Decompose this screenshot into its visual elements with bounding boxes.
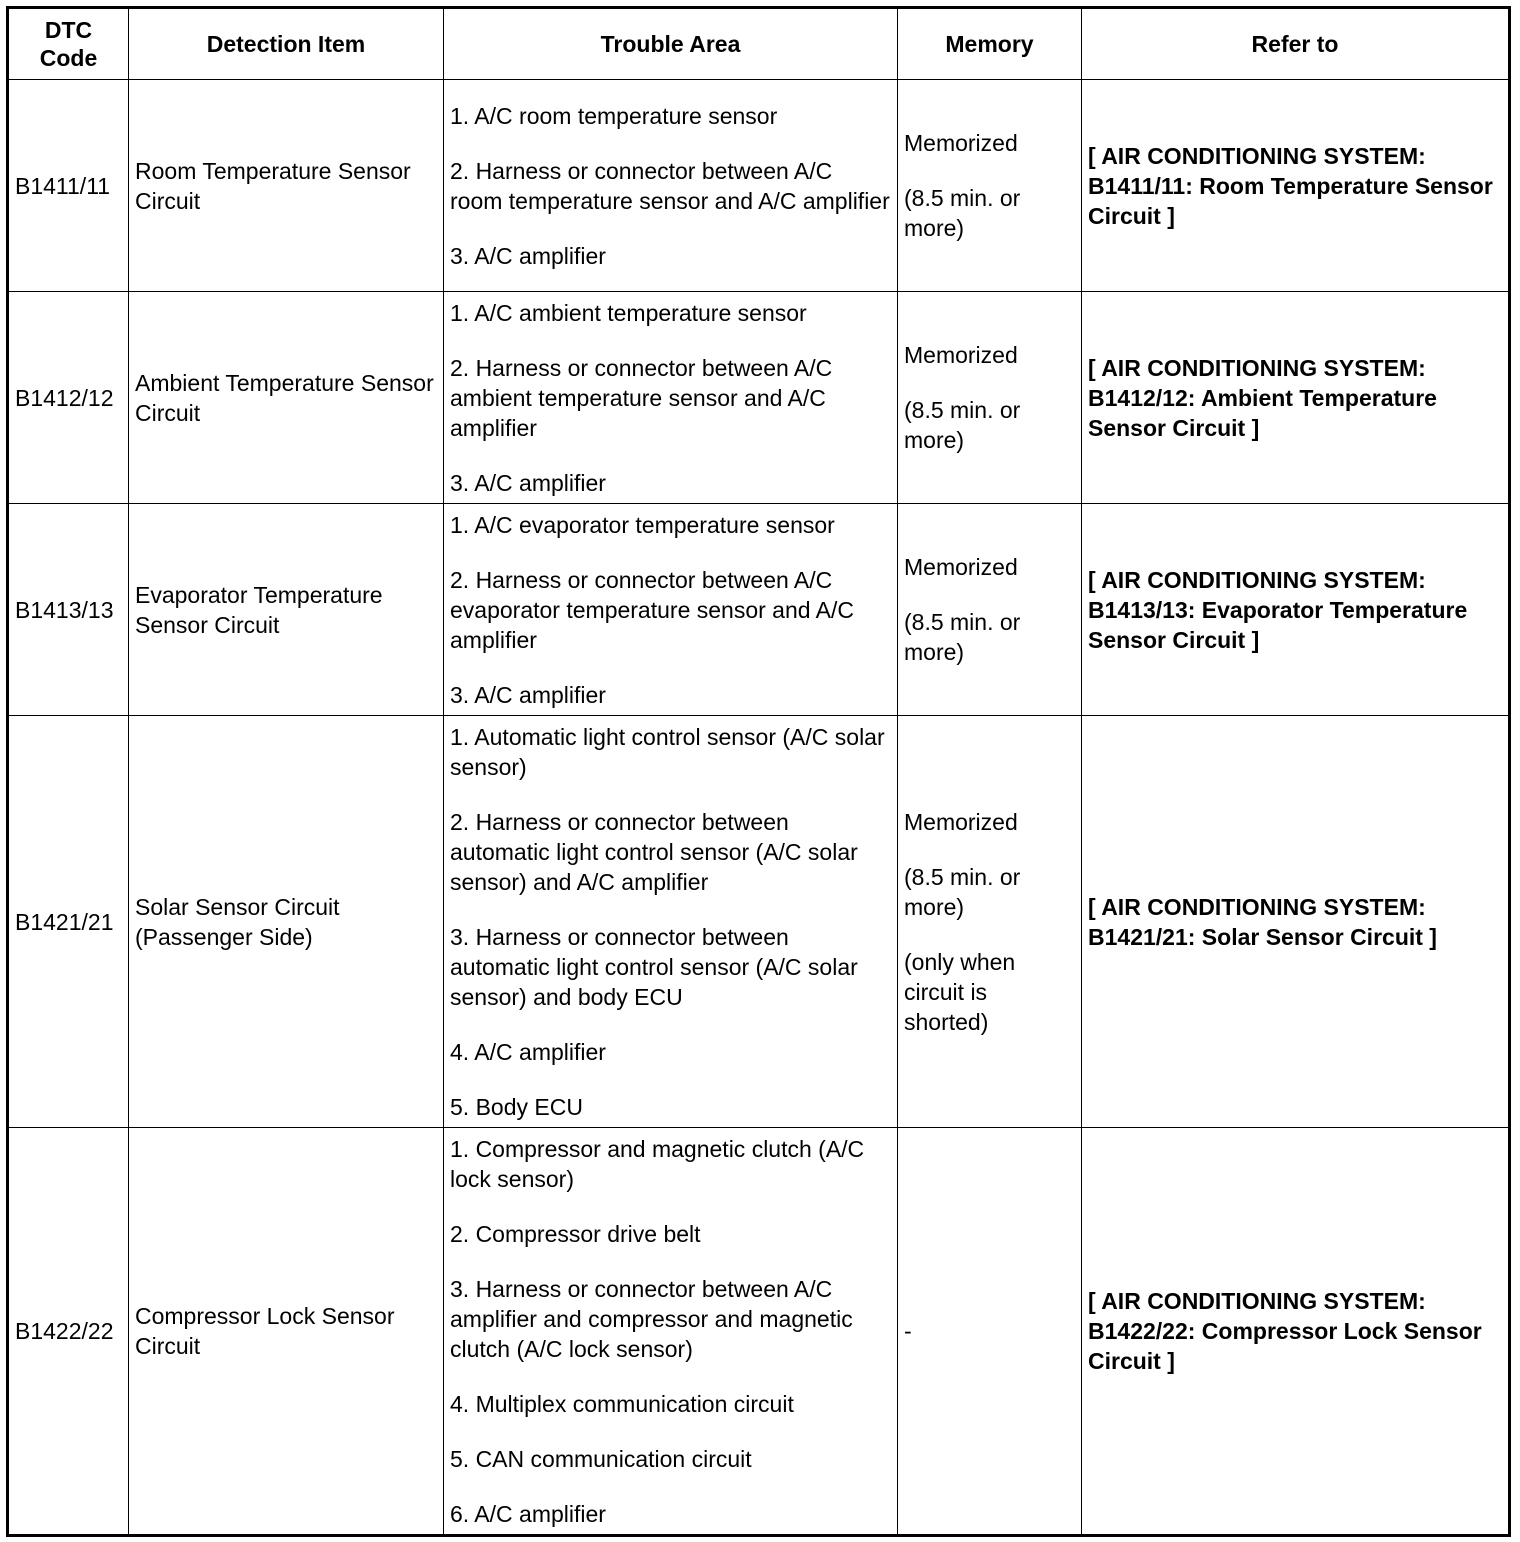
memory-line: (8.5 min. or more) xyxy=(904,185,1021,241)
memory-line: Memorized xyxy=(904,808,1018,835)
header-detection-item: Detection Item xyxy=(129,8,444,80)
trouble-item: 1. Compressor and magnetic clutch (A/C lock sensor) xyxy=(450,1135,865,1192)
dtc-table xyxy=(6,6,1511,1537)
header-memory: Memory xyxy=(898,8,1082,80)
trouble-area-cell xyxy=(444,80,898,292)
memory-cell xyxy=(898,80,1082,292)
memory-line: - xyxy=(904,1318,912,1344)
trouble-item: 3. A/C amplifier xyxy=(450,242,606,269)
trouble-item: 1. A/C room temperature sensor xyxy=(450,102,778,129)
trouble-item: 3. Harness or connector between A/C amplifier and compressor and magnetic clutch (A/C lock sensor) xyxy=(450,1275,853,1362)
trouble-item: 1. A/C evaporator temperature sensor xyxy=(450,511,835,538)
refer-to-cell: [ AIR CONDITIONING SYSTEM: B1422/22: Compressor Lock Sensor Circuit ] xyxy=(1082,1128,1510,1536)
memory-line: Memorized xyxy=(904,130,1018,156)
trouble-item: 1. Automatic light control sensor (A/C solar sensor) xyxy=(450,723,885,780)
memory-line: (8.5 min. or more) xyxy=(904,609,1021,665)
memory-line: Memorized xyxy=(904,342,1018,368)
memory-line: (8.5 min. or more) xyxy=(904,863,1021,920)
trouble-item: 5. CAN communication circuit xyxy=(450,1445,752,1472)
dtc-code-cell: B1411/11 xyxy=(8,80,129,292)
trouble-item: 2. Compressor drive belt xyxy=(450,1220,701,1247)
trouble-item: 4. A/C amplifier xyxy=(450,1038,606,1065)
trouble-area-cell xyxy=(444,504,898,716)
trouble-item: 3. Harness or connector between automatic light control sensor (A/C solar sensor) and body ECU xyxy=(450,923,858,1010)
detection-item-cell: Room Temperature Sensor Circuit xyxy=(129,80,444,292)
header-dtc-code-line2: Code xyxy=(39,45,98,71)
detection-item-cell: Solar Sensor Circuit (Passenger Side) xyxy=(129,716,444,1128)
detection-item-cell: Compressor Lock Sensor Circuit xyxy=(129,1128,444,1536)
table-row xyxy=(8,292,1510,504)
trouble-item: 5. Body ECU xyxy=(450,1093,583,1120)
header-dtc-code xyxy=(8,8,129,80)
table-row xyxy=(8,1128,1510,1536)
detection-item-cell: Evaporator Temperature Sensor Circuit xyxy=(129,504,444,716)
trouble-item: 2. Harness or connector between A/C ambient temperature sensor and A/C amplifier xyxy=(450,354,833,441)
detection-item-cell: Ambient Temperature Sensor Circuit xyxy=(129,292,444,504)
memory-cell xyxy=(898,292,1082,504)
table-row xyxy=(8,504,1510,716)
memory-line: (only when circuit is shorted) xyxy=(904,948,1016,1035)
memory-line: (8.5 min. or more) xyxy=(904,397,1021,453)
header-refer-to: Refer to xyxy=(1082,8,1510,80)
trouble-area-cell xyxy=(444,716,898,1128)
header-dtc-code-line1: DTC xyxy=(44,17,93,43)
table-row xyxy=(8,80,1510,292)
trouble-item: 2. Harness or connector between A/C evaporator temperature sensor and A/C amplifier xyxy=(450,566,855,653)
trouble-area-cell xyxy=(444,1128,898,1536)
memory-cell xyxy=(898,504,1082,716)
trouble-item: 6. A/C amplifier xyxy=(450,1500,606,1527)
dtc-code-cell: B1413/13 xyxy=(8,504,129,716)
dtc-code-cell: B1412/12 xyxy=(8,292,129,504)
trouble-item: 2. Harness or connector between A/C room temperature sensor and A/C amplifier xyxy=(450,157,890,214)
refer-to-cell: [ AIR CONDITIONING SYSTEM: B1413/13: Evaporator Temperature Sensor Circuit ] xyxy=(1082,504,1510,716)
trouble-area-cell xyxy=(444,292,898,504)
memory-cell xyxy=(898,1128,1082,1536)
trouble-item: 3. A/C amplifier xyxy=(450,681,606,708)
memory-line: Memorized xyxy=(904,554,1018,580)
memory-cell xyxy=(898,716,1082,1128)
refer-to-cell: [ AIR CONDITIONING SYSTEM: B1411/11: Room Temperature Sensor Circuit ] xyxy=(1082,80,1510,292)
dtc-code-cell: B1422/22 xyxy=(8,1128,129,1536)
trouble-item: 2. Harness or connector between automatic light control sensor (A/C solar sensor) and A/C amplifier xyxy=(450,808,858,895)
table-row xyxy=(8,716,1510,1128)
dtc-code-cell: B1421/21 xyxy=(8,716,129,1128)
refer-to-cell: [ AIR CONDITIONING SYSTEM: B1421/21: Solar Sensor Circuit ] xyxy=(1082,716,1510,1128)
refer-to-cell: [ AIR CONDITIONING SYSTEM: B1412/12: Ambient Temperature Sensor Circuit ] xyxy=(1082,292,1510,504)
header-trouble-area: Trouble Area xyxy=(444,8,898,80)
table-header-row xyxy=(8,8,1510,80)
trouble-item: 1. A/C ambient temperature sensor xyxy=(450,299,807,326)
trouble-item: 3. A/C amplifier xyxy=(450,469,606,496)
trouble-item: 4. Multiplex communication circuit xyxy=(450,1390,794,1417)
